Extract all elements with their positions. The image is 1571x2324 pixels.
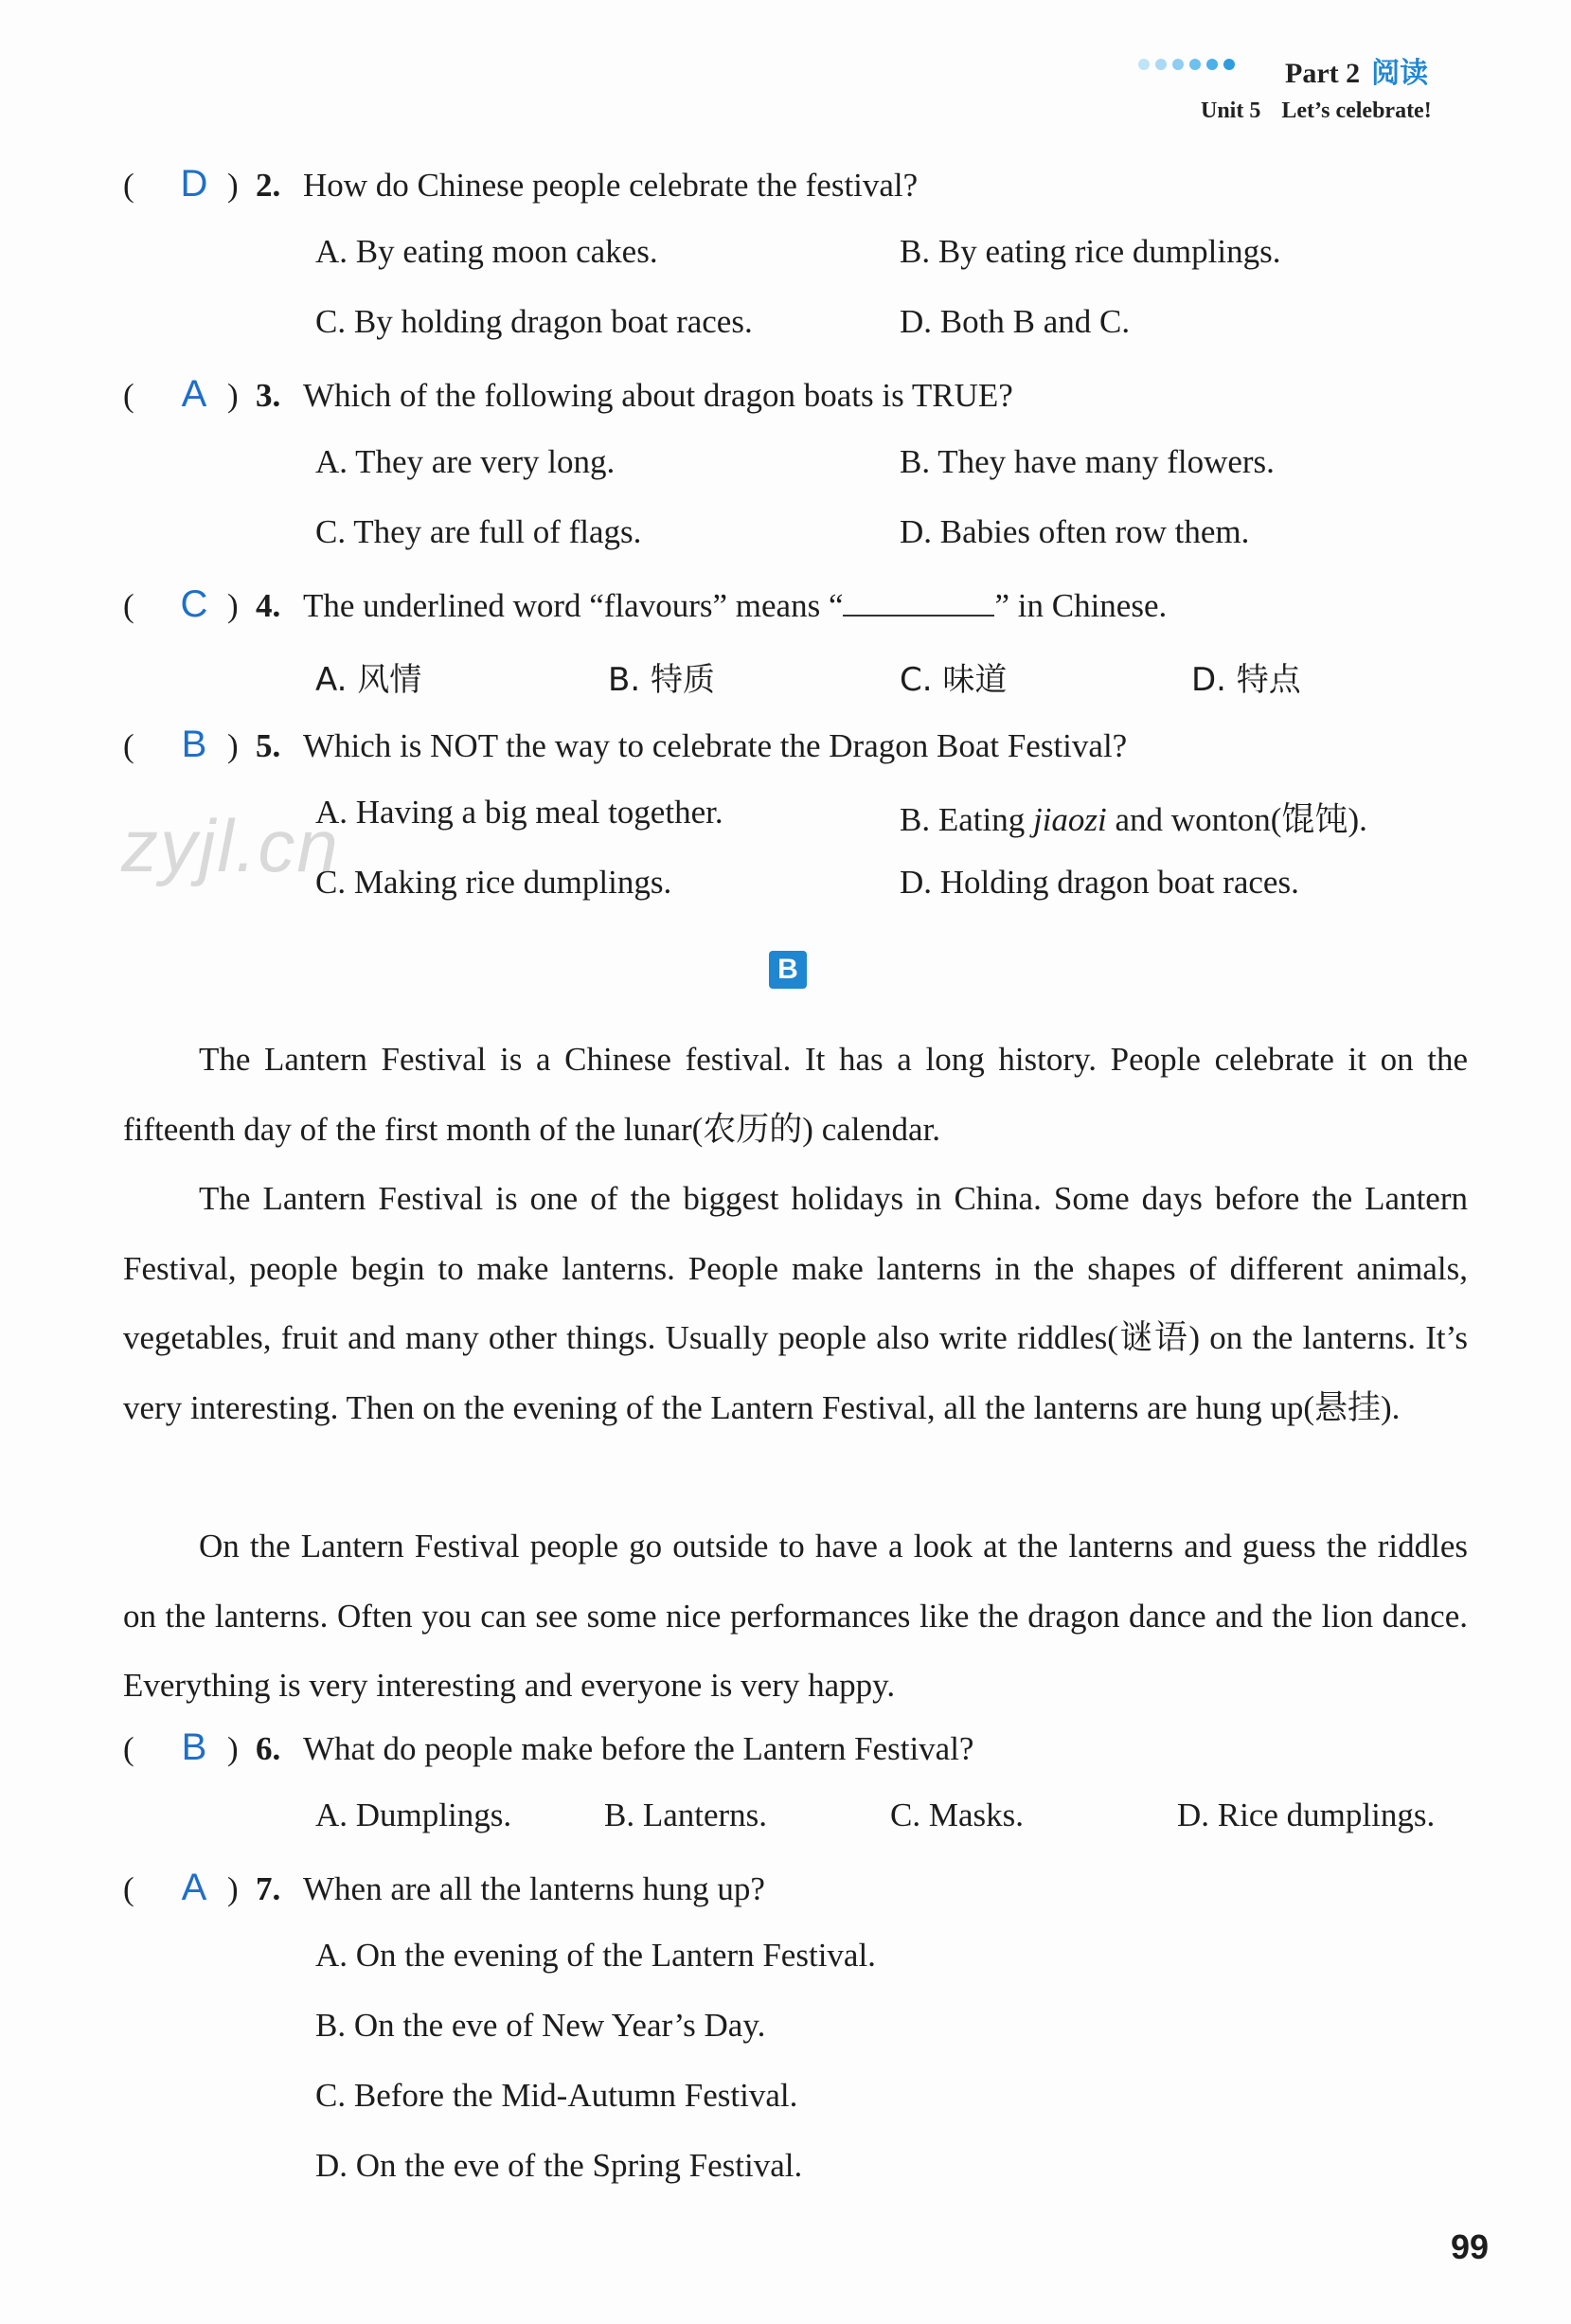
question-text: When are all the lanterns hung up? <box>303 1870 765 1907</box>
option-4b: B. 特质 <box>608 661 715 699</box>
page-number: 99 <box>1451 2227 1490 2266</box>
paren-close: ) <box>227 1730 239 1767</box>
paren-open: ( <box>123 167 134 204</box>
header-unit-title: Let’s celebrate! <box>1281 98 1432 123</box>
paren-open: ( <box>123 1870 134 1907</box>
header-dot <box>1189 59 1201 70</box>
header-dot <box>1155 59 1167 70</box>
option-6b: B. Lanterns. <box>604 1797 768 1833</box>
option-7b: B. On the eve of New Year’s Day. <box>315 2007 766 2044</box>
question-text: Which of the following about dragon boats is TRUE? <box>303 377 1013 414</box>
option-6d: D. Rice dumplings. <box>1177 1797 1436 1833</box>
paren-close: ) <box>227 167 239 204</box>
option-4a: A. 风情 <box>315 661 422 699</box>
paren-close: ) <box>227 377 239 414</box>
question-7 <box>123 1867 765 1909</box>
option-2a: A. By eating moon cakes. <box>315 233 658 270</box>
option-5a: A. Having a big meal together. <box>315 794 723 831</box>
option-3a: A. They are very long. <box>315 443 616 480</box>
section-b-label: B <box>769 951 807 989</box>
option-3d: D. Babies often row them. <box>900 513 1250 550</box>
paren-open: ( <box>123 727 134 764</box>
option-7a: A. On the evening of the Lantern Festival. <box>315 1937 876 1974</box>
option-5b-rest: and wonton(馄饨). <box>1106 801 1367 838</box>
answer-2: D <box>180 163 208 205</box>
question-number: 7. <box>256 1870 281 1907</box>
header-part-label: Part 2 <box>1285 58 1361 89</box>
passage-paragraph-3: On the Lantern Festival people go outside to have a look at the lanterns and guess the riddles on the lanterns. Often you can see some nice performances like the dragon dance and the lion dance. Everything is very interesting and everyone is very happy. <box>123 1528 1468 1704</box>
paren-open: ( <box>123 587 134 624</box>
answer-blank <box>843 586 994 617</box>
header-dot <box>1223 59 1235 70</box>
option-2c: C. By holding dragon boat races. <box>315 303 753 340</box>
option-5c: C. Making rice dumplings. <box>315 864 672 901</box>
question-2 <box>123 163 918 206</box>
answer-6: B <box>181 1726 207 1768</box>
answer-4: C <box>180 583 208 625</box>
header-unit <box>1201 98 1432 124</box>
option-3b: B. They have many flowers. <box>900 443 1275 480</box>
question-6 <box>123 1726 973 1769</box>
header-dot <box>1172 59 1184 70</box>
passage-paragraph-1: The Lantern Festival is a Chinese festival. It has a long history. People celebrate it on the fifteenth day of the first month of the lunar(农历的) calendar. <box>123 1041 1468 1148</box>
paren-open: ( <box>123 377 134 414</box>
option-2b: B. By eating rice dumplings. <box>900 233 1281 270</box>
question-number: 6. <box>256 1730 281 1767</box>
passage-paragraph-2: The Lantern Festival is one of the biggest holidays in China. Some days before the Lantern Festival, people begin to make lanterns. People make lanterns in the shapes of different animals, vegetables, fruit and many other things. Usually people also write riddles(谜语) on the lanterns. It’s very interesting. Then on the evening of the Lantern Festival, all the lanterns are hung up(悬挂). <box>123 1180 1468 1426</box>
question-number: 2. <box>256 167 281 204</box>
paren-close: ) <box>227 727 239 764</box>
option-7c: C. Before the Mid-Autumn Festival. <box>315 2077 798 2114</box>
question-text: How do Chinese people celebrate the festival? <box>303 167 919 204</box>
option-5b <box>900 794 1367 841</box>
option-6c: C. Masks. <box>890 1797 1024 1833</box>
watermark: zyjl.cn <box>121 804 340 887</box>
option-5d: D. Holding dragon boat races. <box>900 864 1299 901</box>
question-text: Which is NOT the way to celebrate the Dragon Boat Festival? <box>303 727 1128 764</box>
option-6a: A. Dumplings. <box>315 1797 512 1833</box>
option-5b-italic: jiaozi <box>1032 801 1107 838</box>
question-4 <box>123 583 1167 626</box>
option-7d: D. On the eve of the Spring Festival. <box>315 2147 803 2184</box>
header-part-cn: 阅读 <box>1371 57 1429 90</box>
question-text: The underlined word “flavours” means “ <box>303 587 844 624</box>
header-dot <box>1138 59 1150 70</box>
header-unit-number: Unit 5 <box>1201 98 1261 123</box>
question-text-end: ” in Chinese. <box>994 587 1168 624</box>
header-dots <box>1138 59 1235 70</box>
option-3c: C. They are full of flags. <box>315 513 642 550</box>
option-5b-start: B. Eating <box>900 801 1033 838</box>
option-4c: C. 味道 <box>900 661 1008 699</box>
question-number: 3. <box>256 377 281 414</box>
question-3 <box>123 373 1013 416</box>
header-part <box>1285 49 1428 91</box>
paren-close: ) <box>227 587 239 624</box>
question-number: 4. <box>256 587 281 624</box>
answer-7: A <box>181 1867 207 1908</box>
question-number: 5. <box>256 727 281 764</box>
question-text: What do people make before the Lantern Festival? <box>303 1730 974 1767</box>
header-dot <box>1206 59 1218 70</box>
paren-close: ) <box>227 1870 239 1907</box>
option-4d: D. 特点 <box>1191 661 1301 699</box>
question-5 <box>123 724 1127 766</box>
paren-open: ( <box>123 1730 134 1767</box>
answer-3: A <box>181 373 207 415</box>
answer-5: B <box>181 724 207 765</box>
option-2d: D. Both B and C. <box>900 303 1131 340</box>
